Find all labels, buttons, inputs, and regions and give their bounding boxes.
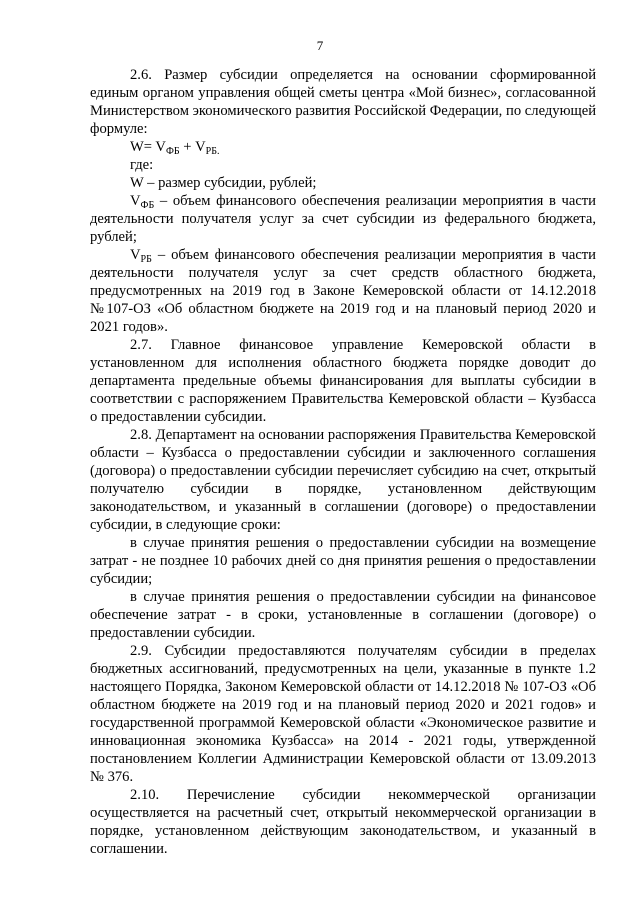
where-label: где: — [130, 157, 154, 173]
vrb-symbol: V — [130, 247, 141, 263]
paragraph-2-10: 2.10. Перечисление субсидии некоммерческой организации осуществляется на расчетный счет, открытый некоммерческой организации в порядке, установленном действующим законодательством, и указанный в соглашении. — [90, 787, 596, 857]
paragraph-2-6: 2.6. Размер субсидии определяется на основании сформированной единым органом управления общей сметы центра «Мой бизнес», согласованной Министерством экономического развития Российской Федерации, по следующей формуле: — [90, 67, 596, 137]
paragraph-2-8: 2.8. Департамент на основании распоряжения Правительства Кемеровской области – Кузбасса о предоставлении субсидии и заключенного соглашения (договора) о предоставлении субсидии перечисляет субсидию на счет, открытый получателю субсидии в порядке, установленном действующим законодательством, и указанный в соглашении (договоре) о предоставлении субсидии, в следующие сроки: — [90, 427, 596, 533]
paragraph-2-8-reimbursement: в случае принятия решения о предоставлении субсидии на возмещение затрат - не позднее 10 рабочих дней со дня принятия решения о предоставлении субсидии; — [90, 535, 596, 587]
vrb-subscript: РБ — [140, 254, 152, 265]
formula-sub-rb: РБ. — [205, 146, 220, 157]
vrb-definition — [90, 246, 596, 336]
vrb-text: – объем финансового обеспечения реализации мероприятия в части деятельности получателя услуг за счет средств областного бюджета, предусмотренных на 2019 год в Законе Кемеровской области от 14.12.2018 №107-ОЗ «Об областном бюджете на 2019 год и на плановый период 2020 и 2021 годов». — [90, 247, 596, 335]
formula-lhs: W= V — [130, 139, 166, 155]
document-body — [90, 66, 596, 858]
vfb-text: – объем финансового обеспечения реализации мероприятия в части деятельности получателя услуг за счет субсидии из федерального бюджета, рублей; — [90, 193, 596, 245]
subsidy-formula — [90, 138, 596, 156]
vfb-subscript: ФБ — [140, 200, 155, 211]
vfb-definition — [90, 192, 596, 246]
paragraph-2-9: 2.9. Субсидии предоставляются получателям субсидии в пределах бюджетных ассигнований, предусмотренных на цели, указанные в пункте 1.2 настоящего Порядка, Законом Кемеровской области от 14.12.2018 № 107-ОЗ «Об областном бюджете на 2019 год и на плановый период 2020 и 2021 годов» и государственной программой Кемеровской области «Экономическое развитие и инновационная экономика Кузбасса» на 2014 - 2021 годы, утвержденной постановлением Коллегии Администрации Кемеровской области от 13.09.2013 № 376. — [90, 643, 596, 785]
paragraph-2-8-financing: в случае принятия решения о предоставлении субсидии на финансовое обеспечение затрат - в сроки, установленные в соглашении (договоре) о предоставлении субсидии. — [90, 589, 596, 641]
formula-mid: + V — [179, 139, 206, 155]
w-definition: W – размер субсидии, рублей; — [130, 175, 317, 191]
paragraph-2-7: 2.7. Главное финансовое управление Кемеровской области в установленном для исполнения областного бюджета порядке доводит до департамента предельные объемы финансирования для выплаты субсидии в соответствии с распоряжением Правительства Кемеровской области – Кузбасса о предоставлении субсидии. — [90, 337, 596, 425]
formula-sub-fb: ФБ — [165, 146, 180, 157]
page-number: 7 — [316, 38, 324, 53]
vfb-symbol: V — [130, 193, 141, 209]
